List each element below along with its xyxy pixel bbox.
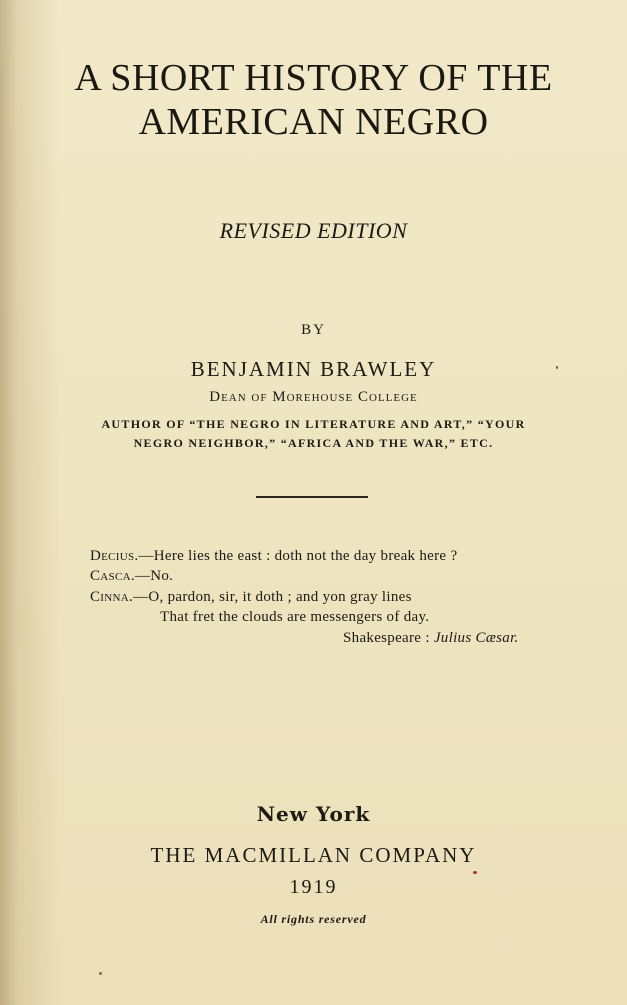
- author-position: Dean of Morehouse College: [209, 389, 418, 405]
- attribution-author: Shakespeare :: [343, 630, 430, 646]
- author-works-line-2: NEGRO NEIGHBOR,” “AFRICA AND THE WAR,” ETC.: [133, 436, 494, 450]
- author-name: BENJAMIN BRAWLEY: [190, 357, 437, 381]
- publisher-city: New York: [256, 802, 371, 826]
- epigraph-speaker: Casca.: [90, 568, 135, 584]
- by-label: BY: [301, 322, 326, 338]
- divider-rule: [256, 496, 368, 498]
- publisher-name: THE MACMILLAN COMPANY: [150, 843, 477, 867]
- epigraph-speaker: Decius.: [90, 548, 139, 564]
- paper-speck: [99, 972, 102, 975]
- epigraph-speaker: Cinna.: [90, 589, 134, 605]
- author-works-line-1: AUTHOR OF “THE NEGRO IN LITERATURE AND ART,” “YOUR: [101, 417, 526, 431]
- attribution-work: Julius Cæsar.: [433, 630, 519, 646]
- epigraph-line: [90, 589, 412, 606]
- epigraph-text: —No.: [134, 568, 174, 584]
- epigraph-line: [90, 568, 173, 585]
- epigraph-line: [90, 548, 457, 565]
- paper-speck: [556, 366, 558, 369]
- epigraph-attribution: [343, 630, 519, 647]
- epigraph-line: [160, 609, 429, 626]
- edition-label: REVISED EDITION: [219, 218, 408, 243]
- epigraph-text: That fret the clouds are messengers of day.: [160, 609, 430, 625]
- epigraph-text: —O, pardon, sir, it doth ; and yon gray lines: [133, 589, 412, 605]
- paper-speck: [473, 871, 477, 874]
- book-title-line-2: AMERICAN NEGRO: [138, 101, 489, 143]
- book-title-line-1: A SHORT HISTORY OF THE: [74, 57, 553, 99]
- publication-year: 1919: [289, 876, 338, 898]
- rights-notice: All rights reserved: [260, 912, 367, 926]
- epigraph-text: —Here lies the east : doth not the day break here ?: [138, 548, 458, 564]
